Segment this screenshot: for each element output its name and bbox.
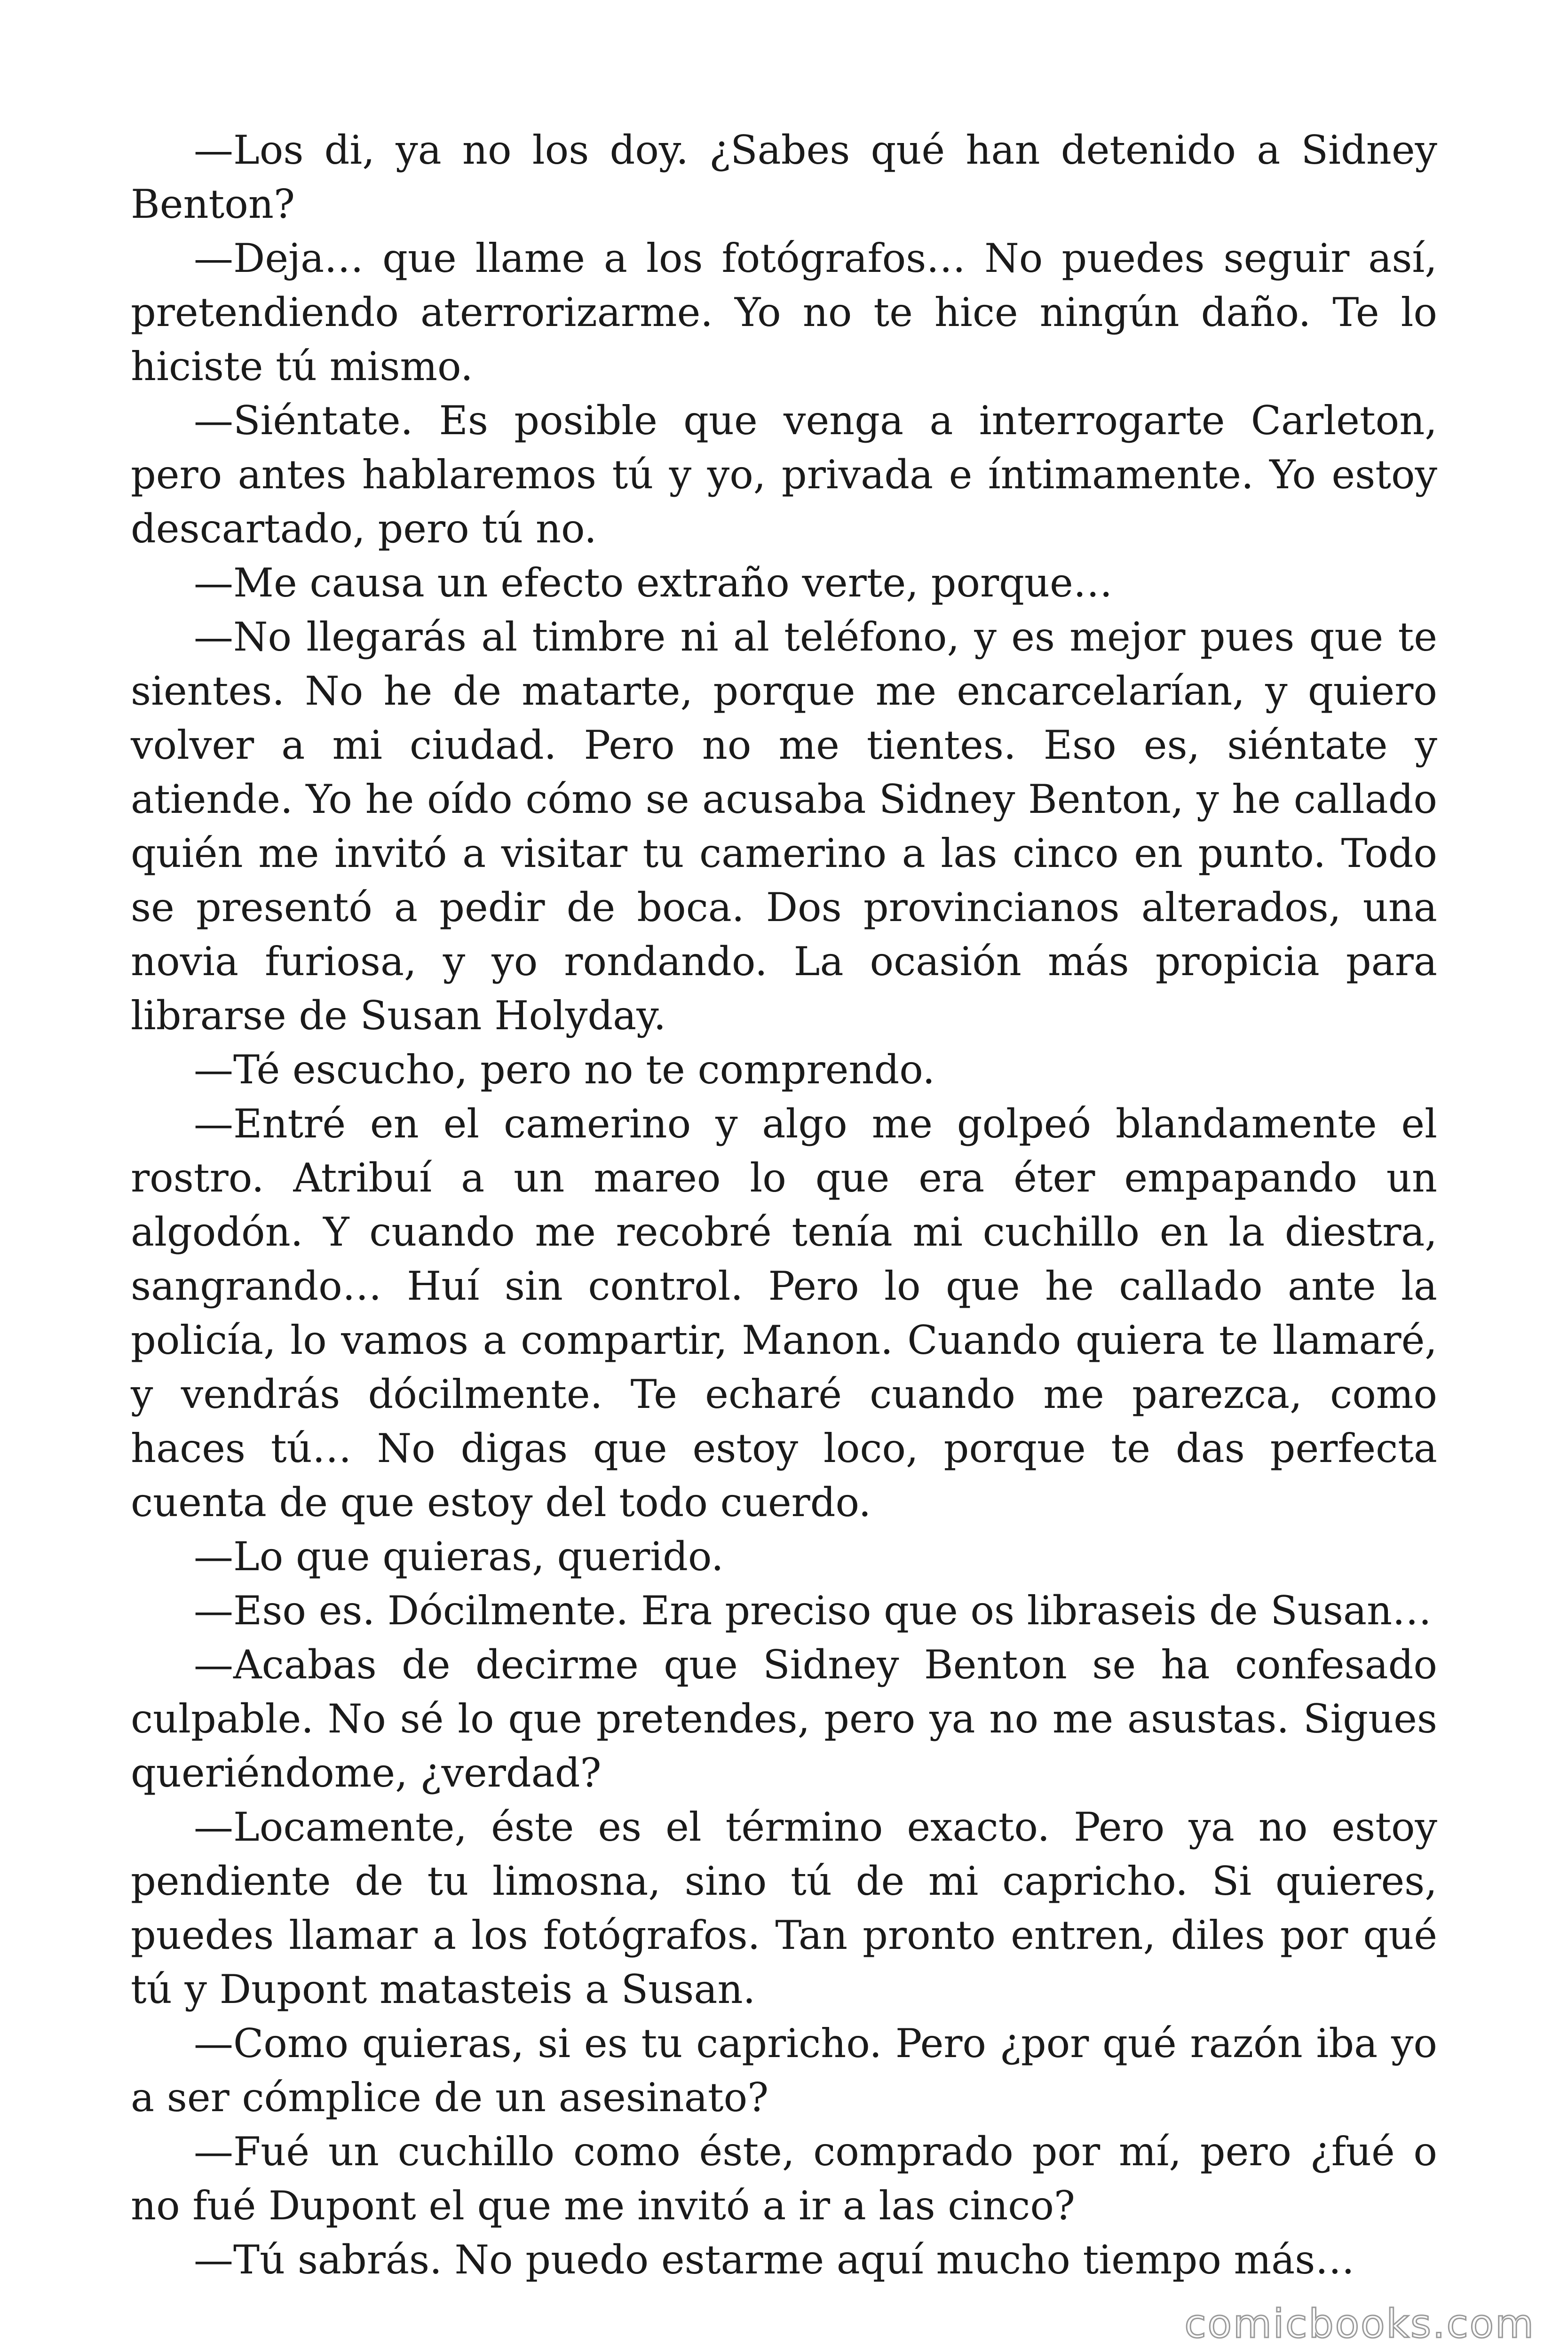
paragraph: —No llegarás al timbre ni al teléfono, y es mejor pues que te sientes. No he de matarte, porque me encarcelarían, y quiero volver a mi ciudad. Pero no me tientes. Eso es, siéntate y atiende. Yo he oído cómo se acusaba Sidney Benton, y he callado quién me invitó a visitar tu camerino a las cinco en punto. Todo se presentó a pedir de boca. Dos provincianos alterados, una novia furiosa, y yo rondando. La ocasión más propicia para librarse de Susan Holyday.: [131, 614, 1437, 1039]
paragraph: —Acabas de decirme que Sidney Benton se ha confesado culpable. No sé lo que pretendes, pero ya no me asustas. Sigues queriéndome, ¿verdad?: [131, 1642, 1437, 1796]
paragraph: —Lo que quieras, querido.: [194, 1534, 724, 1580]
paragraph: —Eso es. Dócilmente. Era preciso que os libraseis de Susan…: [194, 1588, 1432, 1634]
paragraph: —Locamente, éste es el término exacto. Pero ya no estoy pendiente de tu limosna, sino tú de mi capricho. Si quieres, puedes llamar a los fotógrafos. Tan pronto entren, diles por qué tú y Dupont matasteis a Susan.: [131, 1804, 1437, 2012]
watermark: comicbooks.com: [1184, 2301, 1535, 2347]
paragraph: —Entré en el camerino y algo me golpeó blandamente el rostro. Atribuí a un mareo lo que era éter empapando un algodón. Y cuando me recobré tenía mi cuchillo en la diestra, sangrando… Huí sin control. Pero lo que he callado ante la policía, lo vamos a compartir, Manon. Cuando quiera te llamaré, y vendrás dócilmente. Te echaré cuando me parezca, como haces tú… No digas que estoy loco, porque te das perfecta cuenta de que estoy del todo cuerdo.: [131, 1101, 1437, 1526]
paragraph: —Tú sabrás. No puedo estarme aquí mucho tiempo más…: [194, 2237, 1355, 2283]
paragraph: —Siéntate. Es posible que venga a interrogarte Carleton, pero antes hablaremos tú y yo, privada e íntimamente. Yo estoy descartado, pero tú no.: [131, 397, 1437, 552]
paragraph: —Me causa un efecto extraño verte, porque…: [194, 560, 1113, 606]
paragraph: —Los di, ya no los doy. ¿Sabes qué han detenido a Sidney Benton?: [131, 127, 1437, 227]
paragraph: —Fué un cuchillo como éste, comprado por mí, pero ¿fué o no fué Dupont el que me invitó a ir a las cinco?: [131, 2129, 1437, 2229]
paragraph: —Té escucho, pero no te comprendo.: [194, 1047, 935, 1093]
paragraph: —Como quieras, si es tu capricho. Pero ¿por qué razón iba yo a ser cómplice de un asesinato?: [131, 2020, 1437, 2121]
paragraph: —Deja… que llame a los fotógrafos… No puedes seguir así, pretendiendo aterrorizarme. Yo no te hice ningún daño. Te lo hiciste tú mismo.: [131, 235, 1437, 389]
body-text: [131, 123, 1437, 2287]
